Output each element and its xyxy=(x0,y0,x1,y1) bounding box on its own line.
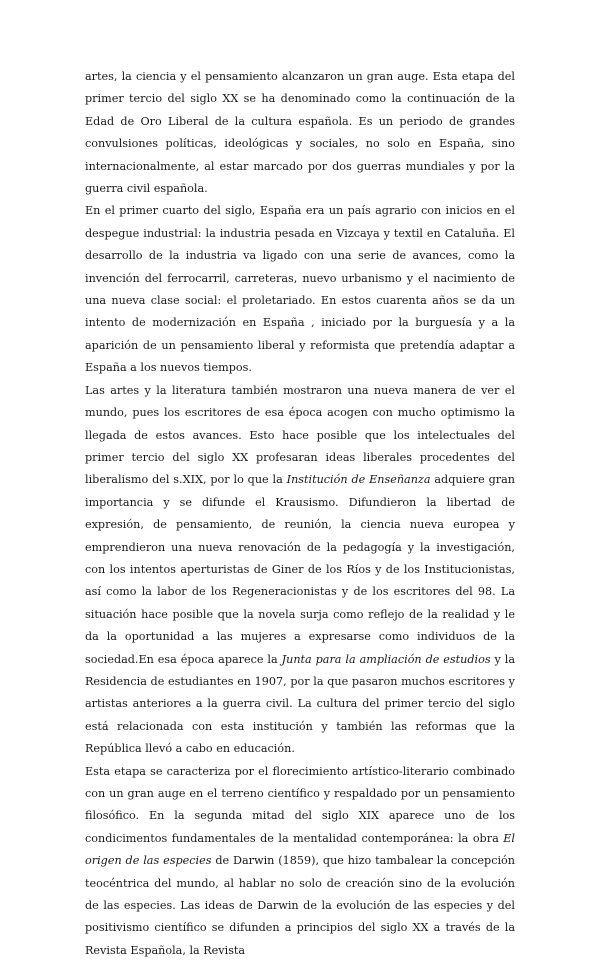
paragraph-text: de Darwin (1859), que hizo tambalear la concepción teocéntrica del mundo, al hablar no solo de creación sino de la evolución de las especies. Las ideas de Darwin de la evolución de las especies y del positivismo científico se difunden a principios del siglo XX a través de la Revista Española, la Revista xyxy=(85,854,515,957)
paragraph-text: adquiere gran importancia y se difunde el Krausismo. Difundieron la libertad de expresión, de pensamiento, de reunión, la ciencia nueva europea y emprendieron una nueva renovación de la pedagogía y la investigación, con los intentos aperturistas de Giner de los Ríos y de los Institucionistas, así como la labor de los Regeneracionistas y de los escritores del 98. La situación hace posible que la novela surja como reflejo de la realidad y le da la oportunidad a las mujeres a expresarse como individuos de la sociedad.En esa época aparece la xyxy=(85,473,515,666)
italic-title-text: Institución de Enseñanza xyxy=(286,473,431,487)
paragraph-4 xyxy=(85,761,515,962)
body-text xyxy=(85,66,515,962)
paragraph-text: Las artes y la literatura también mostraron una nueva manera de ver el mundo, pues los escritores de esa época acogen con mucho optimismo la llegada de estos avances. Esto hace posible que los intelectuales del primer tercio del siglo XX profesaran ideas liberales procedentes del liberalismo del s.XIX, por lo que la xyxy=(85,383,515,487)
italic-title-text: Junta para la ampliación de estudios xyxy=(281,652,491,666)
paragraph-3 xyxy=(85,380,515,761)
paragraph-text: En el primer cuarto del siglo, España era un país agrario con inicios en el despegue industrial: la industria pesada en Vizcaya y textil en Cataluña. El desarrollo de la industria va ligado con una serie de avances, como la invención del ferrocarril, carreteras, nuevo urbanismo y el nacimiento de una nueva clase social: el proletariado. En estos cuarenta años se da un intento de modernización en España , iniciado por la burguesía y a la aparición de un pensamiento liberal y reformista que pretendía adaptar a España a los nuevos tiempos. xyxy=(85,204,515,375)
paragraph-text: Esta etapa se caracteriza por el florecimiento artístico-literario combinado con un gran auge en el terreno científico y respaldado por un pensamiento filosófico. En la segunda mitad del siglo XIX aparece uno de los condicimentos fundamentales de la mentalidad contemporánea: la obra xyxy=(85,764,515,845)
paragraph-text: artes, la ciencia y el pensamiento alcanzaron un gran auge. Esta etapa del primer tercio del siglo XX se ha denominado como la continuación de la Edad de Oro Liberal de la cultura española. Es un periodo de grandes convulsiones políticas, ideológicas y sociales, no solo en España, sino internacionalmente, al estar marcado por dos guerras mundiales y por la guerra civil española. xyxy=(85,70,515,196)
paragraph-2 xyxy=(85,200,515,379)
paragraph-1 xyxy=(85,66,515,200)
italic-title-text: El origen de las especies xyxy=(85,831,515,868)
paragraph-text: y la Residencia de estudiantes en 1907, por la que pasaron muchos escritores y artistas anteriores a la guerra civil. La cultura del primer tercio del siglo está relacionada con esta institución y también las reformas que la República llevó a cabo en educación. xyxy=(85,652,515,756)
